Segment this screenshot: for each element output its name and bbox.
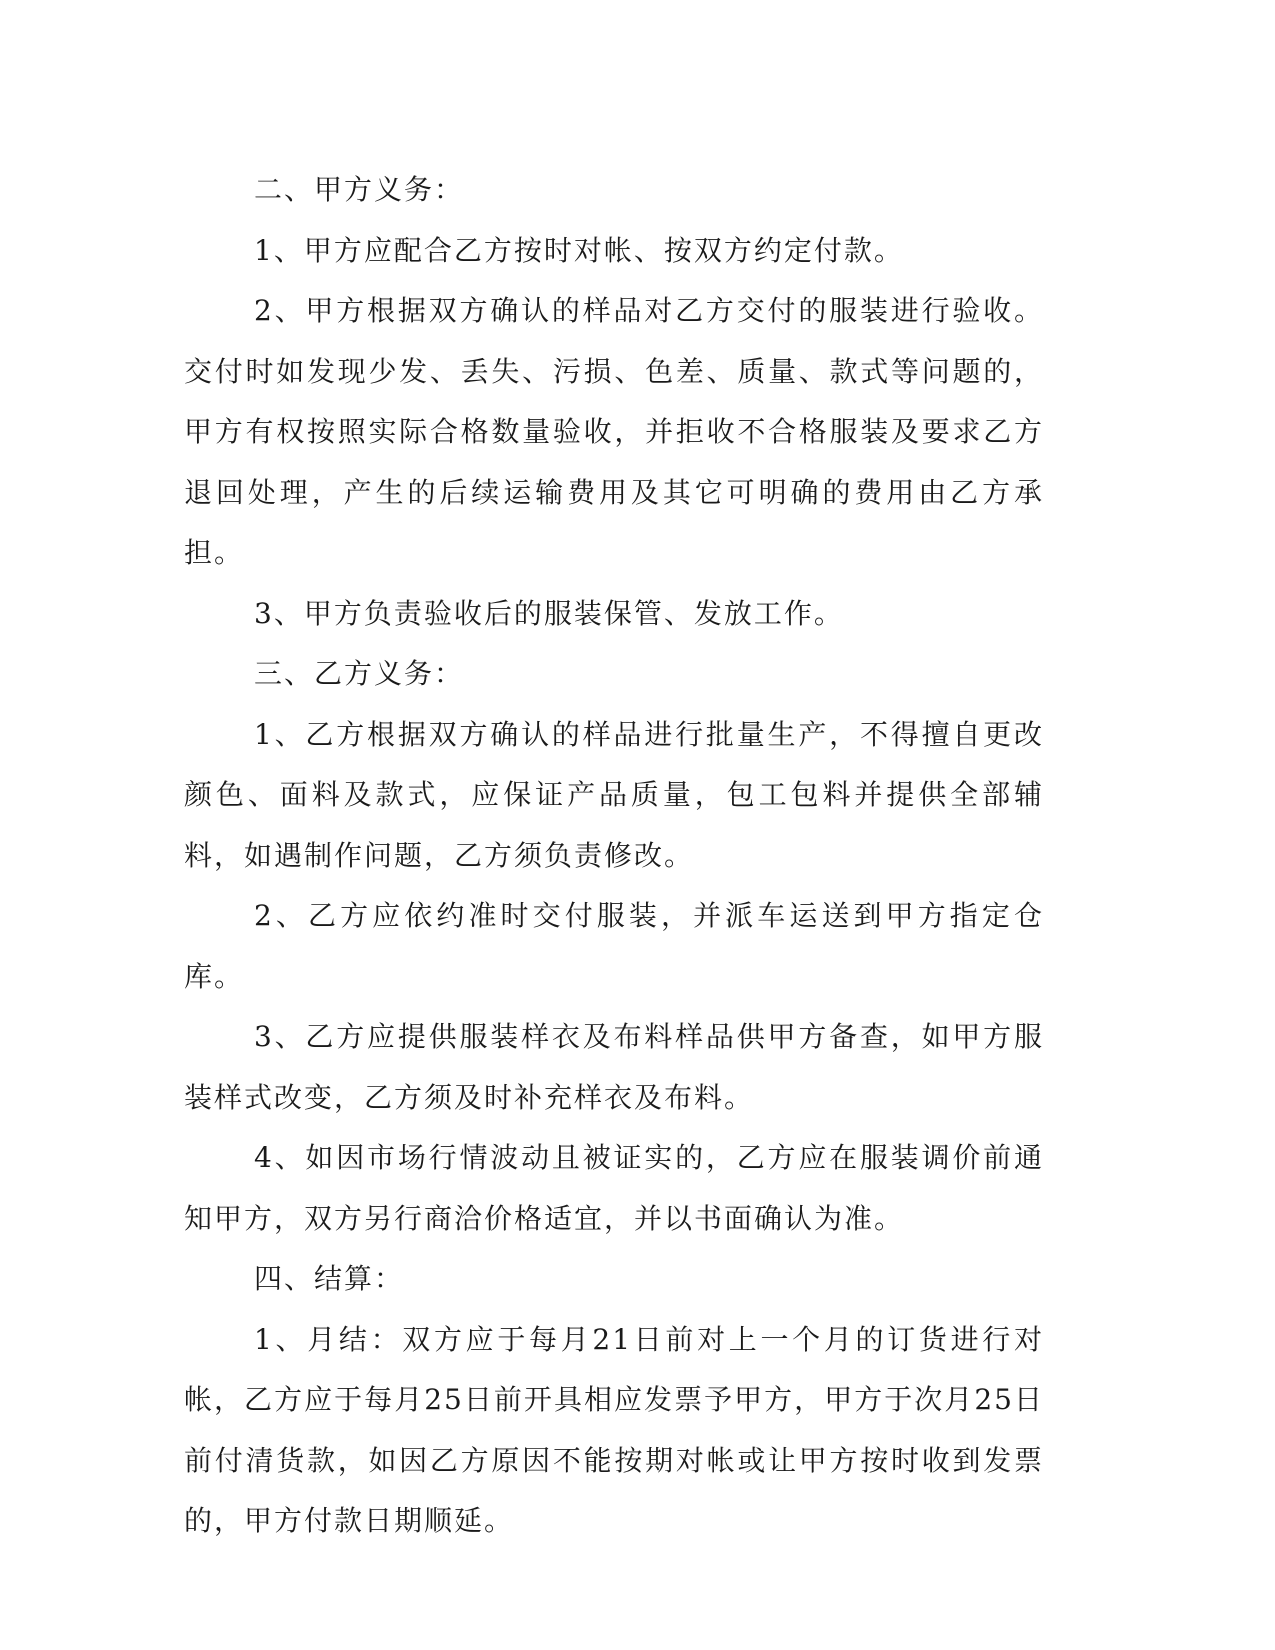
document-body (184, 160, 1044, 1552)
party-a-clause-3: 3、甲方负责验收后的服装保管、发放工作。 (254, 596, 844, 630)
party-a-clause-2: 2、甲方根据双方确认的样品对乙方交付的服装进行验收。交付时如发现少发、丢失、污损、色差、质量、款式等问题的，甲方有权按照实际合格数量验收，并拒收不合格服装及要求乙方退回处理，产生的后续运输费用及其它可明确的费用由乙方承担。 (184, 294, 1044, 569)
party-b-clause-4: 4、如因市场行情波动且被证实的，乙方应在服装调价前通知甲方，双方另行商洽价格适宜，并以书面确认为准。 (184, 1141, 1044, 1235)
section-heading-party-a-obligations: 二、甲方义务： (254, 173, 465, 206)
party-a-clause-1: 1、甲方应配合乙方按时对帐、按双方约定付款。 (254, 233, 904, 267)
section-heading-party-b-obligations: 三、乙方义务： (254, 657, 465, 690)
party-b-clause-3: 3、乙方应提供服装样衣及布料样品供甲方备查，如甲方服装样式改变，乙方须及时补充样衣及布料。 (184, 1020, 1044, 1114)
party-b-clause-2: 2、乙方应依约准时交付服装，并派车运送到甲方指定仓库。 (184, 899, 1044, 993)
settlement-clause-1: 1、月结：双方应于每月21日前对上一个月的订货进行对帐，乙方应于每月25日前开具相应发票予甲方，甲方于次月25日前付清货款，如因乙方原因不能按期对帐或让甲方按时收到发票的，甲方付款日期顺延。 (184, 1322, 1044, 1537)
section-heading-settlement: 四、结算： (254, 1262, 405, 1295)
party-b-clause-1: 1、乙方根据双方确认的样品进行批量生产，不得擅自更改颜色、面料及款式，应保证产品质量，包工包料并提供全部辅料，如遇制作问题，乙方须负责修改。 (184, 717, 1044, 872)
